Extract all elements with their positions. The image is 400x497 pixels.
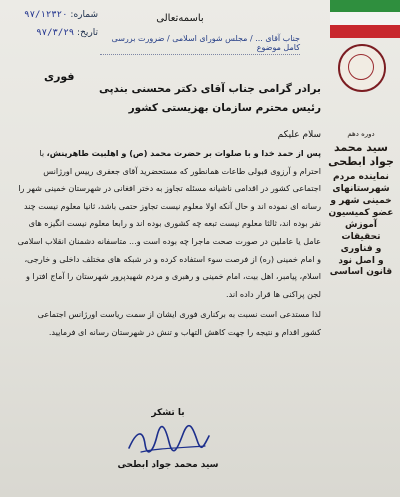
addressee: برادر گرامی جناب آقای دکتر محسنی بندپی (98, 83, 321, 95)
subject-line: جناب آقای ... / مجلس شورای اسلامی / ضرورت بررسی کامل موضوع (100, 34, 300, 55)
handwritten-signature (123, 422, 213, 458)
sender-line: آموزش تحقیقات (341, 220, 381, 242)
iran-flag-icon (330, 0, 400, 38)
letter-meta (6, 10, 98, 46)
sender-line: و اصل نود قانون اساسی (329, 256, 393, 278)
sender-name: سید محمد جواد ابطحی (328, 140, 394, 168)
sender-term: دوره دهم (347, 130, 375, 138)
urgent-label: فوری (44, 70, 75, 83)
sender-line: نماینده مردم شهرستانهای (332, 172, 390, 194)
sender-line: خمینی شهر و (330, 195, 392, 206)
lead-bold: پس از حمد خدا و با صلوات بر حضرت محمد (ص) و اهلبیت طاهرینش، (46, 148, 321, 158)
letter-body (16, 83, 321, 342)
sender-line: و فناوری (340, 243, 382, 254)
body-paragraph (16, 145, 321, 303)
signer-name: سید محمد جواد ابطحی (117, 460, 219, 470)
thanks-text: با تشکر (151, 408, 185, 418)
addressee-position: رئیس محترم سازمان بهزیستی کشور (128, 102, 321, 114)
signature-block (98, 408, 238, 470)
letter-date: تاریخ: ۹۷/۳/۲۹ (36, 28, 98, 38)
letter-number: شماره: ۹۷/۱۲۳۲۰ (24, 10, 98, 20)
sender-line: عضو کمیسیون (328, 208, 394, 218)
bismillah-heading: باسمه‌تعالی (156, 13, 204, 24)
closing-paragraph: لذا مستدعی است نسبت به برکناری فوری ایشان از سمت ریاست اورژانس اجتماعی کشور اقدام و نتیجه را جهت کاهش التهاب و تنش در شهرستان رسانه ای فرمایید. (37, 309, 321, 337)
sender-sidebar (328, 130, 394, 280)
greeting: سلام علیکم (277, 130, 321, 140)
body-text: با احترام و آرزوی قبولی طاعات همانطور که مستحضرید آقای جعفری رییس اورژانس اجتماعی کشور در اقدامی ناشیانه مسئله تجاوز به دختر افغانی در شهرستان خمینی شهر را رسانه ای نموده اند و حال آنکه اولا معلوم نیست تجاوز حتمی باشد، ثانیا معلوم نیست چند نفر بوده اند، ثالثا معلوم نیست تبعه چه کشوری بوده اند و رابعا معلوم نیست انگیزه های عامل یا عاملین در صورت صحت ماجرا چه بوده است و... متاسفانه دشمنان انقلاب اسلامی و امام خمینی (ره) از فرصت سوء استفاده کرده و در شبکه های مختلف داخلی و خارجی، اسلام، پیامبر، اهل بیت، امام خمینی و رهبری و مردم شهیدپرور شهرستان را آماج افترا و لجن پراکنی ها قرار داده اند. (17, 148, 321, 299)
parliament-seal-icon (338, 44, 386, 92)
